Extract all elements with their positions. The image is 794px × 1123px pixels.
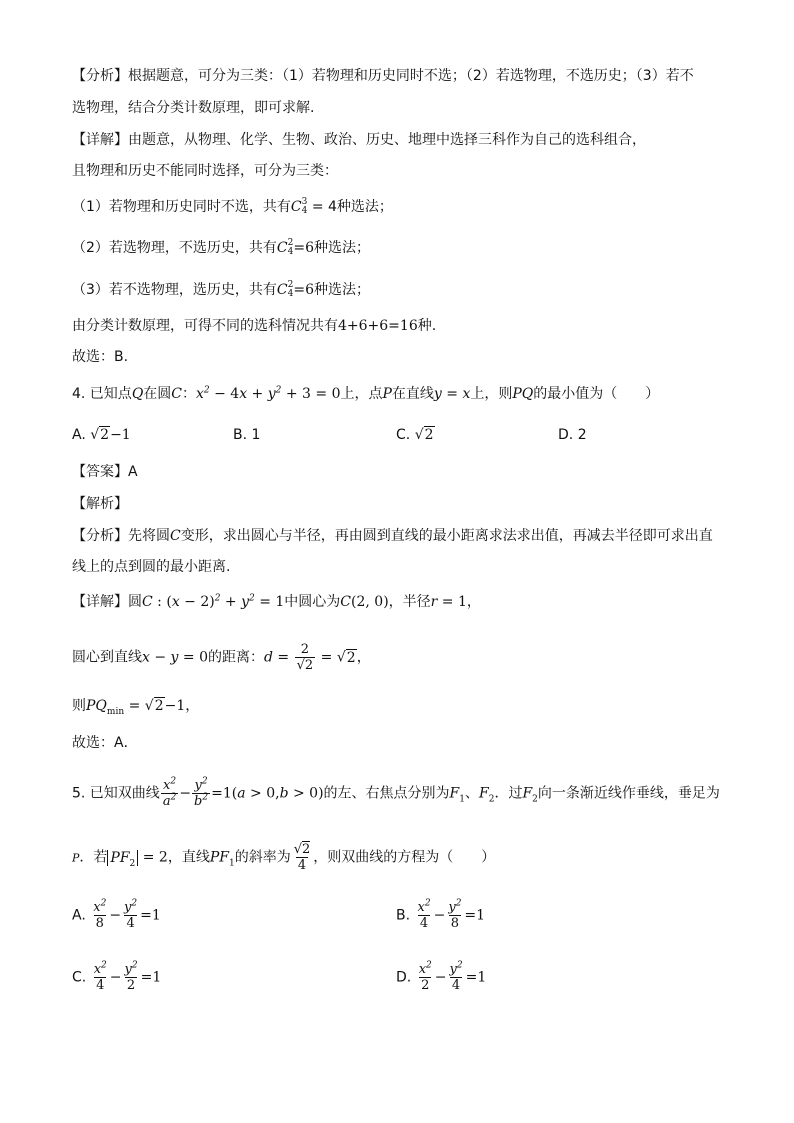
q4-result-line: 则$PQ_{min} = √2-1$， [72,698,200,717]
q3-case-2: （2）若选物理，不选历史，共有C 2 4 =6种选法； [72,238,371,257]
q4-option-a: A. √2−1 [72,427,131,443]
combination-formula: C 3 4 [290,197,308,216]
sum-formula: 4+6+6=16 [338,318,418,334]
q4-analysis-line: 【分析】先将圆C变形，求出圆心与半径，再由圆到直线的最小距离求法求出值，再减去半径即可求出直 [72,528,713,544]
distance-fraction: $\frac{2}{√2}$ [296,642,314,673]
combination-formula: C 2 4 [276,280,294,299]
analysis-text: 根据题意，可分为三类：（1）若物理和历史同时不选；（2）若选物理，不选历史；（3）若不 [128,68,694,84]
q3-case-3: （3）若不选物理，选历史，共有C 2 4 =6种选法； [72,280,371,299]
option-c-value: √2 [414,427,434,443]
q5-stem: 5. 已知双曲线 $\frac{x^2}{a^2}$ − $\frac{y^2}{b^2}$ =1(a > 0,b > 0)的左、右焦点分别为$F_1$、$F_2$．过$F_2$向一条渐近线作垂线，垂足为 [72,776,720,809]
q5-option-b: B. $\frac{x^2}{4}$ − $\frac{y^2}{8}$ =1 [396,898,486,931]
q4-answer-line: 【答案】A [72,464,138,480]
q4-option-b: B. 1 [233,427,261,443]
q3-case-1: （1）若物理和历史同时不选，共有C 3 4 = 4种选法； [72,197,393,216]
q3-answer: 故选：B. [72,349,129,365]
q5-option-c: C. $\frac{x^2}{4}$ − $\frac{y^2}{2}$ =1 [72,960,162,993]
q4-distance-line: 圆心到直线x − y = 0的距离：d = $\frac{2}{√2}$ = √2， [72,642,371,673]
q4-stem: 4. 已知点Q在圆C：$x^2 - 4x + y^2 + 3 = 0$上，点P在直线y = x上，则PQ的最小值为（ ） [72,385,660,402]
q3-analysis-line [72,66,694,86]
circle-standard-form: C : $(x - 2)^2 + y^2 = 1$ [142,593,285,610]
circle-equation: $x^2 - 4x + y^2 + 3 = 0$ [196,385,341,402]
analysis-heading: 【分析】 [72,68,128,84]
q4-jiexi-heading: 【解析】 [72,496,128,512]
q3-analysis-line-2: 选物理，结合分类计数原理，即可求解. [72,100,315,116]
detail-heading: 【详解】 [72,132,128,148]
q4-option-d: D. 2 [558,427,587,443]
q4-answer: 故选：A． [72,735,138,751]
q4-analysis-line-2: 线上的点到圆的最小距离. [72,559,231,575]
q5-option-a: A. $\frac{x^2}{8}$ − $\frac{y^2}{4}$ =1 [72,898,161,931]
q3-detail-line: 【详解】由题意，从物理、化学、生物、政治、历史、地理中选择三科作为自己的选科组合， [72,132,646,148]
q3-total: 由分类计数原理，可得不同的选科情况共有4+6+6=16种. [72,318,437,334]
q4-option-c: C. √2 [396,427,434,443]
combination-formula: C 2 4 [276,238,294,257]
q5-option-d: D. $\frac{x^2}{2}$ − $\frac{y^2}{4}$ =1 [396,960,487,993]
q5-stem-2: P．若 $PF_2 = 2$，直线$PF_1$的斜率为 $\frac{√2}{4}$ ，则双曲线的方程为（ ） [72,842,496,873]
line-equation: y = x [433,386,471,402]
q4-detail-line: 【详解】圆C : $(x - 2)^2 + y^2 = 1$中圆心为C(2, 0)，半径r = 1， [72,593,481,610]
option-a-value: √2−1 [90,427,131,443]
q3-detail-line-2: 且物理和历史不能同时选择，可分为三类： [72,163,338,179]
